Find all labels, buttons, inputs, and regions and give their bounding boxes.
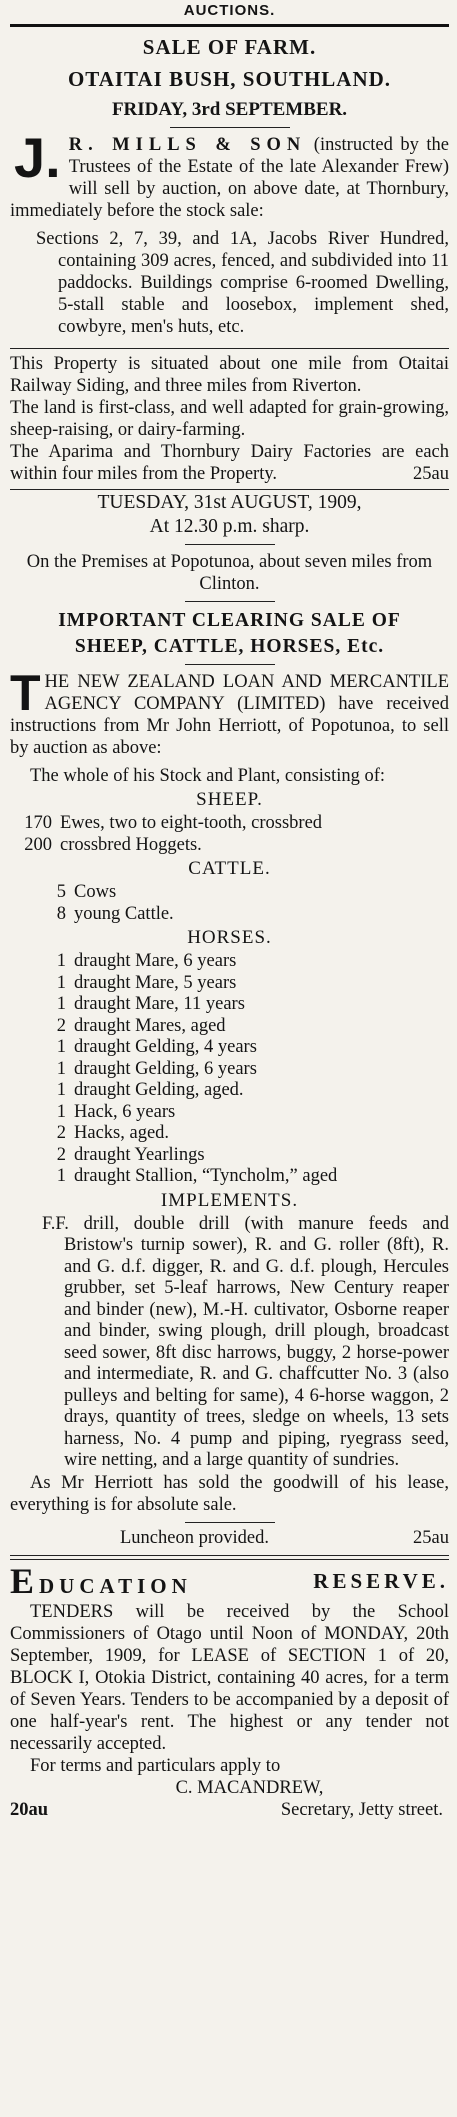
list-item: 2 draught Yearlings: [56, 1144, 205, 1165]
list-item: 170 Ewes, two to eight-tooth, crossbred: [24, 813, 323, 833]
farm-sale-intro: (instructed by the Trustees of the Estate of the late Alexander Frew) will sell by auction, on above date, at Thornbury, immediately before the stock sale:: [10, 135, 449, 221]
education-heading-right: RESERVE.: [313, 1568, 449, 1593]
clearing-sale-time-rule: [185, 544, 275, 545]
clearing-sale-goodwill-rule: [185, 1522, 275, 1523]
education-reserve-signatory: C. MACANDREW,: [175, 1777, 324, 1798]
clearing-sale-title-rule: [185, 664, 275, 665]
farm-sale-advert: [10, 27, 449, 485]
clearing-sale-ref: 25au: [413, 1527, 449, 1548]
horses-list: [10, 951, 449, 1188]
cattle-heading: CATTLE.: [188, 858, 271, 879]
farm-sale-property: Sections 2, 7, 39, and 1A, Jacobs River Hundred, containing 309 acres, fenced, and subdivided into 11 paddocks. Buildings comprise 6-roomed Dwelling, 5-stall stable and loosebox, implement shed, cowbyre, men's huts, etc.: [36, 229, 449, 337]
farm-sale-ref: 25au: [413, 464, 449, 484]
clearing-sale-title-2: SHEEP, CATTLE, HORSES, Etc.: [74, 636, 385, 657]
clearing-sale-date: TUESDAY, 31st AUGUST, 1909,: [97, 492, 362, 513]
education-reserve-footer: [10, 1799, 449, 1821]
clearing-sale-intro-block: [10, 665, 449, 759]
farm-sale-para-situation: This Property is situated about one mile from Otaitai Railway Siding, and three miles from Riverton.: [10, 354, 449, 396]
clearing-sale-intro: HE NEW ZEALAND LOAN AND MERCANTILE AGENCY COMPANY (LIMITED) have received instructions from Mr John Herriott, of Popotunoa, to sell by auction as above:: [10, 672, 449, 758]
education-reserve-heading: [10, 1560, 449, 1601]
clearing-sale-footer: [10, 1527, 449, 1549]
list-item: 2 Hacks, aged.: [56, 1123, 170, 1143]
list-item: 1 draught Gelding, aged.: [56, 1080, 244, 1100]
section-masthead: AUCTIONS.: [183, 2, 276, 19]
list-item: 1 draught Mare, 5 years: [56, 972, 237, 993]
education-reserve-particulars: For terms and particulars apply to: [30, 1755, 281, 1776]
list-item: 2 draught Mares, aged: [56, 1015, 226, 1036]
luncheon-note: Luncheon provided.: [120, 1527, 269, 1548]
education-heading-word: DUCATION: [39, 1573, 192, 1598]
clearing-sale-goodwill: As Mr Herriott has sold the goodwill of his lease, everything is for absolute sale.: [10, 1472, 449, 1515]
clearing-sale-time: At 12.30 p.m. sharp.: [149, 516, 310, 537]
advert-divider-2: [10, 1555, 449, 1556]
sheep-list: [10, 813, 449, 856]
sheep-heading: SHEEP.: [196, 789, 263, 810]
auctioneer-name: R. MILLS & SON: [68, 135, 307, 155]
education-reserve-body: TENDERS will be received by the School Commissioners of Otago until Noon of MONDAY, 20th September, 1909, for LEASE of SECTION 1 of 20, BLOCK I, Otokia District, containing 40 acres, for a term of Seven Years. Tenders to be accompanied by a deposit of one half-year's rent. The highest or any tender not necessarily accepted.: [10, 1601, 449, 1754]
implements-list: F.F. drill, double drill (with manure feeds and Bristow's turnip sower), R. and G. roller (8ft), R. and G. d.f. digger, R. and G. d.f. plough, Hercules grubber, set 5-leaf harrows, New Century reaper and binder (new), M.-H. cultivator, Osborne reaper and binder, swing plough, drill plough, broadcast seed sower, 8ft disc harrows, buggy, 2 horse-power and intermediate, R. and G. chaffcutter No. 3 (also pulleys and belting for same), 4 6-horse waggon, 2 drays, quantity of trees, sledge on wheels, 13 sets harness, No. 4 pump and piping, ryegrass seed, wire netting, and a large quantity of sundries.: [42, 1213, 449, 1470]
farm-sale-title: SALE OF FARM.: [142, 35, 317, 59]
education-reserve-ref: 20au: [10, 1799, 49, 1820]
education-reserve-title: Secretary, Jetty street.: [280, 1799, 443, 1820]
clearing-sale-premises: On the Premises at Popotunoa, about seven miles from Clinton.: [26, 552, 433, 594]
farm-sale-intro-block: [10, 126, 449, 222]
list-item: 8 young Cattle.: [56, 903, 174, 924]
clearing-sale-whole: The whole of his Stock and Plant, consisting of:: [30, 766, 386, 786]
farm-sale-para-factories: The Aparima and Thornbury Dairy Factories are each within four miles from the Property.: [10, 442, 449, 484]
farm-sale-location: OTAITAI BUSH, SOUTHLAND.: [67, 67, 392, 91]
list-item: 200 crossbred Hoggets.: [24, 834, 202, 855]
horses-heading: HORSES.: [187, 927, 272, 948]
company-dropcap: T: [10, 665, 41, 721]
clearing-sale-premises-rule: [185, 601, 275, 602]
clearing-sale-advert: [10, 490, 449, 1549]
list-item: 1 draught Gelding, 6 years: [56, 1058, 257, 1079]
education-heading-left: [10, 1560, 192, 1601]
cattle-list: [10, 882, 449, 925]
education-dropcap: E: [10, 1560, 40, 1601]
auctioneer-dropcap: J.: [14, 126, 61, 189]
farm-sale-inner-rule: [10, 348, 449, 349]
list-item: 5 Cows: [56, 882, 117, 902]
education-reserve-advert: [10, 1560, 449, 1821]
farm-sale-para-land: The land is first-class, and well adapted for grain-growing, sheep-raising, or dairy-farming.: [10, 398, 449, 440]
clearing-sale-title-1: IMPORTANT CLEARING SALE OF: [58, 610, 401, 631]
farm-sale-date: FRIDAY, 3rd SEPTEMBER.: [111, 99, 348, 120]
list-item: 1 draught Mare, 11 years: [56, 994, 245, 1014]
list-item: 1 draught Stallion, “Tyncholm,” aged: [56, 1166, 338, 1186]
farm-sale-date-rule: [170, 127, 290, 128]
list-item: 1 draught Gelding, 4 years: [56, 1037, 257, 1057]
list-item: 1 Hack, 6 years: [56, 1101, 176, 1122]
implements-heading: IMPLEMENTS.: [160, 1189, 299, 1211]
list-item: 1 draught Mare, 6 years: [56, 951, 237, 971]
